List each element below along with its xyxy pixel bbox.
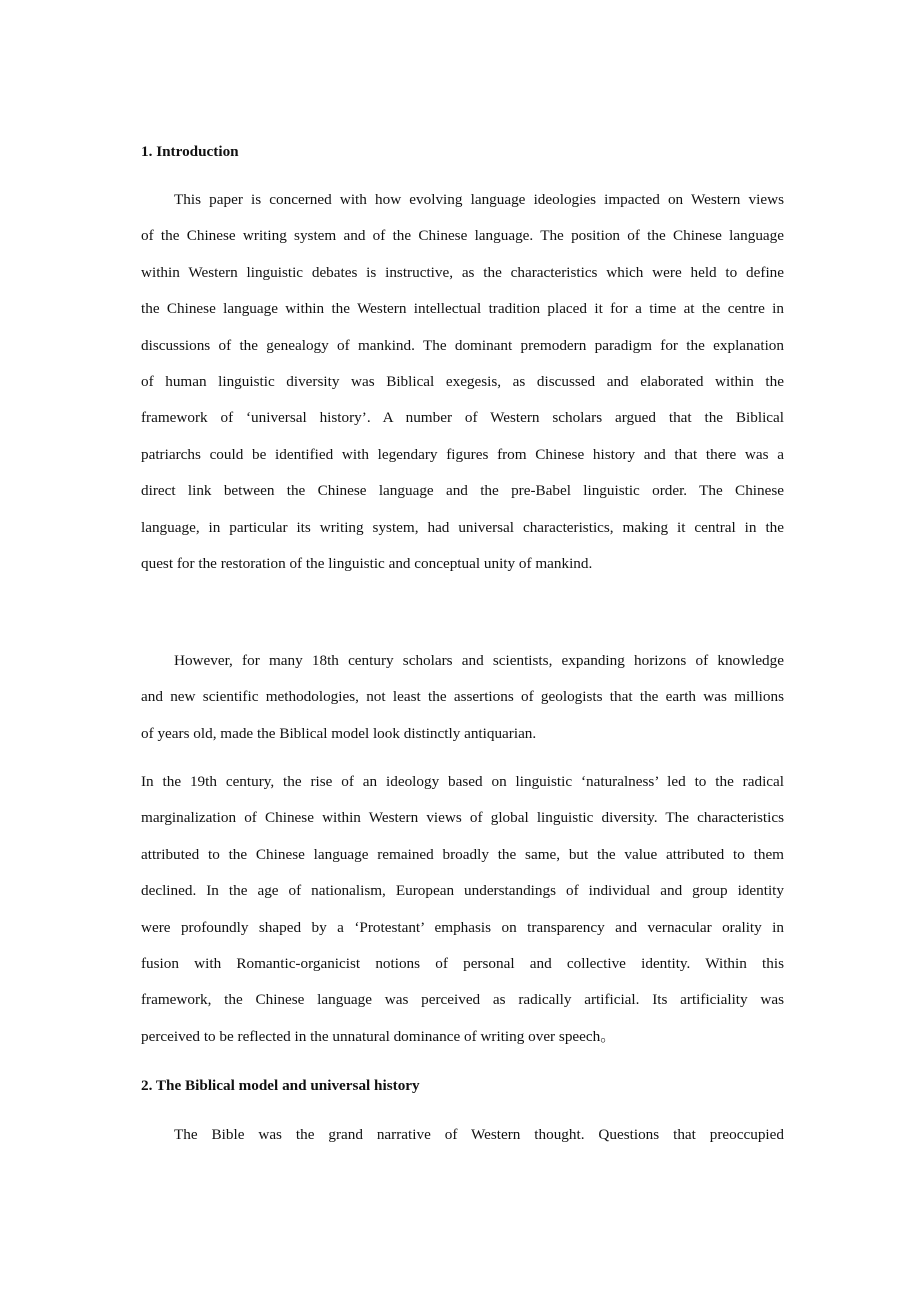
heading-text: 2. The Biblical model and universal history <box>141 1077 420 1094</box>
text-line: patriarchs could be identified with legendary figures from Chinese history and that there was a <box>141 445 784 463</box>
text-line: and new scientific methodologies, not least the assertions of geologists that the earth was millions <box>141 688 784 706</box>
text-line: language, in particular its writing system, had universal characteristics, making it central in the <box>141 518 784 536</box>
text-line: within Western linguistic debates is instructive, as the characteristics which were held to define <box>141 263 784 281</box>
text-line: of years old, made the Biblical model look distinctly antiquarian. <box>141 724 537 742</box>
text-line: of the Chinese writing system and of the Chinese language. The position of the Chinese language <box>141 227 784 245</box>
text-line: discussions of the genealogy of mankind. The dominant premodern paradigm for the explanation <box>141 336 784 354</box>
paragraph <box>141 1117 784 1153</box>
text-line: quest for the restoration of the linguistic and conceptual unity of mankind. <box>141 554 593 572</box>
text-line: attributed to the Chinese language remained broadly the same, but the value attributed to them <box>141 845 784 863</box>
text-line: In the 19th century, the rise of an ideology based on linguistic ‘naturalness’ led to the radical <box>141 773 784 790</box>
text-line: were profoundly shaped by a ‘Protestant’ emphasis on transparency and vernacular orality in <box>141 918 784 936</box>
text-line: direct link between the Chinese language and the pre-Babel linguistic order. The Chinese <box>141 482 784 500</box>
paragraph <box>141 182 784 582</box>
text-line: of human linguistic diversity was Biblical exegesis, as discussed and elaborated within the <box>141 372 784 390</box>
text-line: fusion with Romantic-organicist notions of personal and collective identity. Within this <box>141 954 784 972</box>
text-line: This paper is concerned with how evolving language ideologies impacted on Western views <box>174 191 784 208</box>
text-line: marginalization of Chinese within Western views of global linguistic diversity. The characteristics <box>141 809 784 827</box>
section-1-heading <box>141 134 784 170</box>
text-line: framework of ‘universal history’. A number of Western scholars argued that the Biblical <box>141 409 784 427</box>
paragraph <box>141 643 784 752</box>
text-line: perceived to be reflected in the unnatural dominance of writing over speech。 <box>141 1027 616 1045</box>
text-line: The Bible was the grand narrative of Western thought. Questions that preoccupied <box>174 1126 784 1143</box>
text-line: framework, the Chinese language was perceived as radically artificial. Its artificiality was <box>141 991 784 1009</box>
text-line: declined. In the age of nationalism, European understandings of individual and group identity <box>141 882 784 900</box>
paragraph <box>141 764 784 1055</box>
section-2-heading <box>141 1068 784 1104</box>
heading-text: 1. Introduction <box>141 143 239 160</box>
text-line: the Chinese language within the Western intellectual tradition placed it for a time at the centre in <box>141 300 784 318</box>
text-line: However, for many 18th century scholars and scientists, expanding horizons of knowledge <box>174 652 784 669</box>
